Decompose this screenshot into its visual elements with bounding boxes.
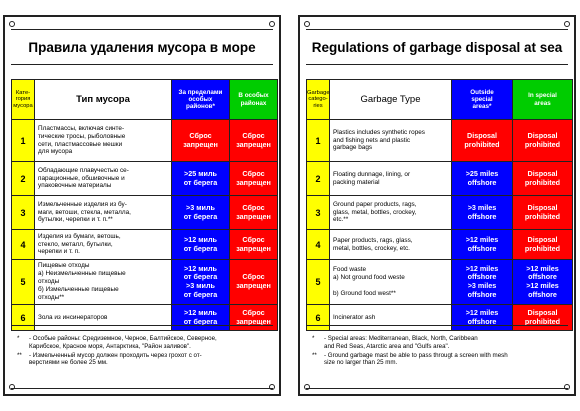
outside-special-areas-rule: >25 миль от берега [172,162,230,196]
inside-special-areas-rule: Сброс запрещен [230,196,278,230]
garbage-type: Измельченные изделия из бу- маги, ветоши, стекла, металла, бутылки, черепки и т. п.** [35,196,172,230]
inside-special-areas-rule: Сброс запрещен [230,120,278,162]
header-inside: В особых районах [230,80,278,120]
inside-special-areas-rule: Disposal prohibited [513,196,573,230]
table-row [12,230,278,260]
footnote [17,352,267,368]
poster-title: Правила удаления мусора в море [11,29,273,65]
garbage-type: Plastics includes synthetic ropes and fishing nets and plastic garbage bags [330,120,452,162]
mount-hole-icon [564,21,570,27]
garbage-type: Paper products, rags, glass, metal, bottles, crockey, etc. [330,230,452,260]
outside-special-areas-rule: >12 миль от берега >3 миль от берега [172,260,230,305]
category-number: 4 [307,230,330,260]
outside-special-areas-rule: >12 миль от берега [172,305,230,331]
header-category: Garbage catego- ries [307,80,330,120]
garbage-type: Floating dunnage, lining, or packing material [330,162,452,196]
inside-special-areas-rule: Disposal prohibited [513,305,573,331]
header-outside: Outside special areas* [452,80,513,120]
outside-special-areas-rule: Сброс запрещен [172,120,230,162]
garbage-type: Ground paper products, rags, glass, metal, bottles, crockey, etc.** [330,196,452,230]
footnote [312,335,562,351]
footnote-text: - Special areas: Mediterranean, Black, North, Caribbean and Red Seas, Atarctic area and "Gulfs area". [324,335,478,350]
footnote-text: - Особые районы: Средиземное, Черное, Балтийское, Северное, Карибское, Красное моря, Антарктика, "Район заливов". [29,335,217,350]
header-category: Кате- гория мусора [12,80,35,120]
table-row [12,196,278,230]
header-outside: За пределами особых районов* [172,80,230,120]
poster-english [298,15,576,396]
category-number: 1 [12,120,35,162]
inside-special-areas-rule: Сброс запрещен [230,260,278,305]
mount-hole-icon [304,21,310,27]
inside-special-areas-rule: Сброс запрещен [230,305,278,331]
table-row [12,120,278,162]
outside-special-areas-rule: >3 миль от берега [172,196,230,230]
footnote-marker: * [17,335,20,342]
garbage-type: Обладающие плавучестью се- парационные, обшивочные и упаковочные материалы [35,162,172,196]
table-row [12,162,278,196]
category-number: 6 [12,305,35,331]
outside-special-areas-rule: >3 miles offshore [452,196,513,230]
footnote-marker: * [312,335,315,342]
header-inside: In special areas [513,80,573,120]
inside-special-areas-rule: Сброс запрещен [230,162,278,196]
poster-russian [3,15,281,396]
category-number: 6 [307,305,330,331]
inside-special-areas-rule: Disposal prohibited [513,162,573,196]
footnotes [306,325,568,389]
garbage-table [306,79,573,331]
outside-special-areas-rule: >12 miles offshore [452,230,513,260]
poster-title: Regulations of garbage disposal at sea [306,29,568,65]
table-row [307,162,573,196]
table-row [307,260,573,305]
footnote-text: - Измельченный мусор должен проходить через грохот с от- верстиями не более 25 мм. [29,351,202,367]
garbage-type: Зола из инсинераторов [35,305,172,331]
inside-special-areas-rule: Disposal prohibited [513,120,573,162]
category-number: 2 [307,162,330,196]
garbage-type: Пищевые отходы а) Неизмельченные пищевые отходы б) Измельченные пищевые отходы** [35,260,172,305]
footnote-marker: ** [17,351,22,359]
header-type: Тип мусора [35,80,172,120]
category-number: 3 [12,196,35,230]
category-number: 5 [307,260,330,305]
footnotes [11,325,273,389]
garbage-table [11,79,278,331]
category-number: 2 [12,162,35,196]
footnote-marker: ** [312,351,317,359]
garbage-type: Изделия из бумаги, ветошь, стекло, металл, бутылки, черепки и т. п. [35,230,172,260]
table-row [307,230,573,260]
header-type: Garbage Type [330,80,452,120]
garbage-type: Incinerator ash [330,305,452,331]
inside-special-areas-rule: Сброс запрещен [230,230,278,260]
footnote [17,335,267,351]
outside-special-areas-rule: Disposal prohibited [452,120,513,162]
category-number: 4 [12,230,35,260]
mount-hole-icon [269,21,275,27]
footnote [312,352,562,368]
inside-special-areas-rule: Disposal prohibited [513,230,573,260]
outside-special-areas-rule: >12 miles offshore >3 miles offshore [452,260,513,305]
category-number: 3 [307,196,330,230]
table-row [307,120,573,162]
outside-special-areas-rule: >12 miles offshore [452,305,513,331]
garbage-type: Пластмассы, включая синте- тические тросы, рыболовные сети, пластмассовые мешки для мусора [35,120,172,162]
outside-special-areas-rule: >25 miles offshore [452,162,513,196]
category-number: 5 [12,260,35,305]
garbage-type: Food waste a) Not ground food weste b) Ground food west** [330,260,452,305]
table-row [12,260,278,305]
category-number: 1 [307,120,330,162]
footnote-text: - Ground garbage mast be able to pass througt a screen with mesh size no larger than 25 mm. [324,351,508,367]
mount-hole-icon [9,21,15,27]
table-row [307,196,573,230]
inside-special-areas-rule: >12 miles offshore >12 miles offshore [513,260,573,305]
outside-special-areas-rule: >12 миль от берега [172,230,230,260]
